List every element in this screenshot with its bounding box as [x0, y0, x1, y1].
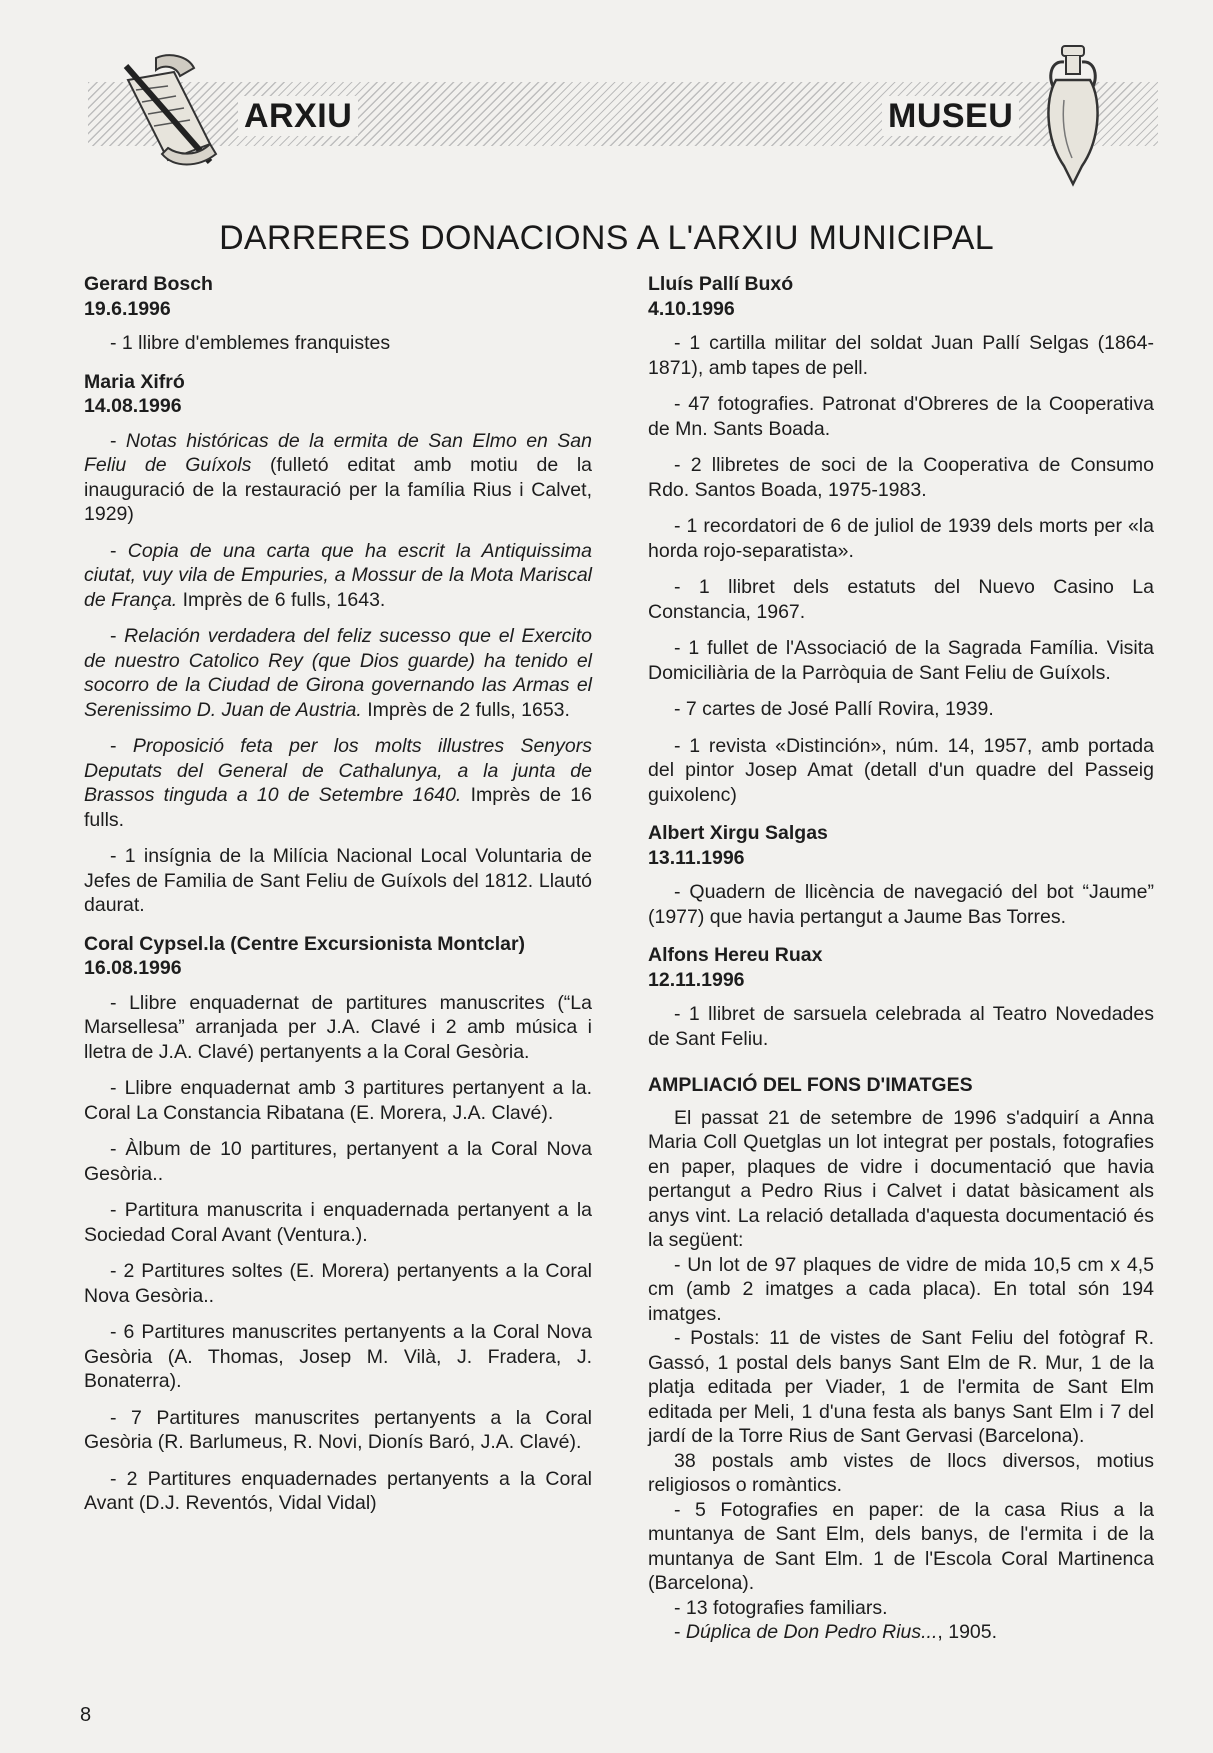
donation-item: - 1 llibret dels estatuts del Nuevo Casino La Constancia, 1967. [648, 576, 1154, 623]
donor-date: 19.6.1996 [84, 297, 171, 320]
fons-item: - Dúplica de Don Pedro Rius..., 1905. [674, 1621, 998, 1643]
scroll-icon [118, 50, 230, 176]
donation-item: - Llibre enquadernat amb 3 partitures pertanyent a la. Coral La Constancia Ribatana (E. Morera, J.A. Clavé). [84, 1077, 592, 1124]
donation-item: - Àlbum de 10 partitures, pertanyent a la Coral Nova Gesòria.. [84, 1138, 592, 1185]
section-intro: El passat 21 de setembre de 1996 s'adquirí a Anna Maria Coll Quetglas un lot integrat per postals, fotografies en paper, plaques de vidre i documentació que havia pertangut a Pedro Rius i Calvet i datat bàsicament als anys vint. La relació detallada d'aquesta documentació és la següent: [648, 1106, 1154, 1251]
fons-item: 38 postals amb vistes de llocs diversos, motius religiosos o romàntics. [648, 1449, 1154, 1496]
donor-entry [648, 943, 1154, 1051]
donor-date: 16.08.1996 [84, 957, 182, 979]
donor-entry [648, 272, 1154, 807]
donor-date: 13.11.1996 [648, 846, 745, 869]
document-title: Relación verdadera del feliz sucesso que el Exercito de nuestro Catolico Rey (que Dios guarde) ha tenido el socorro de la Ciudad de Girona governando las Armas el Serenissimo D. Juan de Austria. [84, 625, 592, 721]
donation-item: - 2 llibretes de soci de la Cooperativa de Consumo Rdo. Santos Boada, 1975-1983. [648, 454, 1154, 501]
donation-item: - 7 Partitures manuscrites pertanyents a la Coral Gesòria (R. Barlumeus, R. Novi, Dionís Baró, J.A. Clavé). [84, 1406, 592, 1453]
donor-name: Coral Cypsel.la (Centre Excursionista Montclar) [84, 932, 526, 955]
donor-name: Lluís Pallí Buxó [648, 273, 794, 295]
header-museu-label: MUSEU [882, 96, 1019, 136]
document-title: Copia de una carta que ha escrit la Antiquissima ciutat, vuy vila de Empuries, a Mossur de la Mota Mariscal de França. [84, 539, 592, 611]
donor-name: Maria Xifró [84, 370, 185, 393]
donor-entry [84, 370, 592, 918]
donation-item: - Relación verdadera del feliz sucesso que el Exercito de nuestro Catolico Rey (que Dios guarde) ha tenido el socorro de la Ciudad de Girona governando las Armas el Serenissimo D. Juan de Austria. Imprès de 2 fulls, 1653. [84, 625, 592, 721]
document-title: Notas históricas de la ermita de San Elmo en San Feliu de Guíxols [84, 429, 592, 476]
donation-item: - 1 recordatori de 6 de juliol de 1939 dels morts per «la horda rojo-separatista». [648, 515, 1154, 562]
fons-item: - Postals: 11 de vistes de Sant Feliu del fotògraf R. Gassó, 1 postal dels banys Sant Elm de R. Mur, 1 de la platja editada per Viader, 1 de l'ermita de Sant Elm editada per Meli, 1 d'una festa als banys Sant Elm i 7 del jardí de la Torre Rius de Sant Gervasi (Barcelona). [648, 1327, 1154, 1447]
donation-item: - 2 Partitures enquadernades pertanyents a la Coral Avant (D.J. Reventós, Vidal Vidal) [84, 1467, 592, 1514]
donation-item: - 1 insígnia de la Milícia Nacional Local Voluntaria de Jefes de Familia de Sant Feliu de Guíxols del 1812. Llautó daurat. [84, 845, 592, 916]
donation-item: - 1 fullet de l'Associació de la Sagrada Família. Visita Domiciliària de la Parròquia de Sant Feliu de Guíxols. [648, 637, 1154, 684]
donor-date: 14.08.1996 [84, 395, 182, 417]
donor-name: Albert Xirgu Salgas [648, 822, 828, 844]
document-title: Dúplica de Don Pedro Rius... [685, 1621, 938, 1643]
donation-item: - 7 cartes de José Pallí Rovira, 1939. [674, 698, 994, 720]
donation-item: - Quadern de llicència de navegació del bot “Jaume” (1977) que havia pertangut a Jaume Bas Torres. [648, 881, 1154, 928]
donation-item: - Proposició feta per los molts illustres Senyors Deputats del General de Cathalunya, a la junta de Brassos tinguda a 10 de Setembre 1640. Imprès de 16 fulls. [84, 735, 592, 831]
donor-date: 12.11.1996 [648, 968, 745, 991]
donor-date: 4.10.1996 [648, 297, 735, 320]
header-arxiu-label: ARXIU [238, 96, 358, 136]
page-number: 8 [80, 1704, 92, 1726]
donor-name: Alfons Hereu Ruax [648, 944, 823, 966]
donation-item: - Partitura manuscrita i enquadernada pertanyent a la Sociedad Coral Avant (Ventura.). [84, 1199, 592, 1246]
donor-entry [648, 821, 1154, 929]
donation-item: - 2 Partitures soltes (E. Morera) pertanyents a la Coral Nova Gesòria.. [84, 1260, 592, 1307]
left-column [84, 272, 592, 1530]
right-column [648, 272, 1154, 1645]
page-title: DARRERES DONACIONS A L'ARXIU MUNICIPAL [219, 218, 994, 257]
donation-item: - 1 llibre d'emblemes franquistes [110, 332, 391, 354]
fons-item: - Un lot de 97 plaques de vidre de mida 10,5 cm x 4,5 cm (amb 2 imatges a cada placa). En total són 194 imatges. [648, 1253, 1154, 1325]
donation-item: - Copia de una carta que ha escrit la Antiquissima ciutat, vuy vila de Empuries, a Mossur de la Mota Mariscal de França. Imprès de 6 fulls, 1643. [84, 539, 592, 611]
donor-entry [84, 272, 592, 356]
document-title: Proposició feta per los molts illustres Senyors Deputats del General de Cathalunya, a la junta de Brassos tinguda a 10 de Setembre 1640. [84, 735, 592, 806]
fons-item: - 13 fotografies familiars. [674, 1596, 888, 1619]
fons-item: - 5 Fotografies en paper: de la casa Rius a la muntanya de Sant Elm, dels banys, de l'ermita i de la muntanya de Sant Elm. 1 de l'Escola Coral Martinenca (Barcelona). [648, 1498, 1154, 1594]
donation-item: - 1 llibret de sarsuela celebrada al Teatro Novedades de Sant Feliu. [648, 1003, 1154, 1050]
donation-item: - 1 cartilla militar del soldat Juan Pallí Selgas (1864-1871), amb tapes de pell. [648, 332, 1154, 379]
section-title: AMPLIACIÓ DEL FONS D'IMATGES [648, 1074, 973, 1096]
donation-item: - 1 revista «Distinción», núm. 14, 1957, amb portada del pintor Josep Amat (detall d'un quadre del Passeig guixolenc) [648, 734, 1154, 806]
amphora-icon [1042, 40, 1104, 190]
donation-item: - 6 Partitures manuscrites pertanyents a la Coral Nova Gesòria (A. Thomas, Josep M. Vilà, J. Fradera, J. Bonaterra). [84, 1321, 592, 1392]
donation-item: - Notas históricas de la ermita de San Elmo en San Feliu de Guíxols (fulletó editat amb motiu de la inauguració de la restauració per la família Rius i Calvet, 1929) [84, 429, 592, 525]
donor-name: Gerard Bosch [84, 273, 213, 295]
donor-entry [84, 932, 592, 1516]
donation-item: - 47 fotografies. Patronat d'Obreres de la Cooperativa de Mn. Sants Boada. [648, 393, 1154, 440]
donation-item: - Llibre enquadernat de partitures manuscrites (“La Marsellesa” arranjada per J.A. Clavé i 2 amb música i lletra de J.A. Clavé) pertanyents a la Coral Gesòria. [84, 991, 592, 1063]
